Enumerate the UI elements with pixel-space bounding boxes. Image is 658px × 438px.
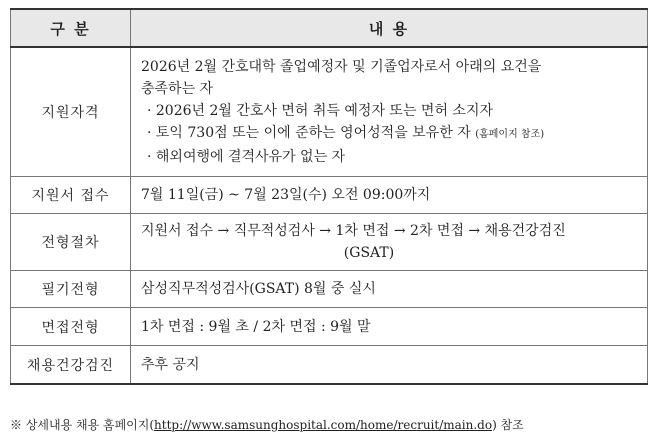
table-row-process (11, 214, 648, 271)
header-content: 내 용 (131, 9, 648, 47)
row-content-interview: 1차 면접 : 9월 초 / 2차 면접 : 9월 말 (131, 308, 648, 346)
row-content-written-test: 삼성직무적성검사(GSAT) 8월 중 실시 (131, 271, 648, 308)
row-content-qualification (131, 47, 648, 177)
row-label-process: 전형절차 (11, 214, 131, 271)
footnote-prefix: ※ 상세내용 채용 홈페이지( (10, 418, 155, 432)
recruitment-info-table (10, 8, 648, 385)
row-content-health-check: 추후 공지 (131, 346, 648, 385)
table-row-application (11, 177, 648, 214)
qualification-bullet-english-text: · 토익 730점 또는 이에 준하는 영어성적을 보유한 자 (147, 125, 471, 141)
table-row-health-check (11, 346, 648, 385)
qualification-bullet-english-note: (홈페이지 참조) (475, 129, 545, 140)
process-steps-line: 지원서 접수 → 직무적성검사 → 1차 면접 → 2차 면접 → 채용건강검진 (141, 223, 566, 239)
row-label-qualification: 지원자격 (11, 47, 131, 177)
table-row-qualification (11, 47, 648, 177)
table-header-row (11, 9, 648, 47)
row-content-process (131, 214, 648, 271)
qualification-intro-line2: 충족하는 자 (141, 81, 214, 97)
table-row-written-test (11, 271, 648, 308)
qualification-bullet-english (141, 122, 637, 146)
qualification-intro-line1: 2026년 2월 간호대학 졸업예정자 및 기졸업자로서 아래의 요건을 (141, 59, 542, 75)
table-row-interview (11, 308, 648, 346)
row-label-health-check: 채용건강검진 (11, 346, 131, 385)
qualification-bullet-license: · 2026년 2월 간호사 면허 취득 예정자 또는 면허 소지자 (147, 103, 493, 119)
row-label-written-test: 필기전형 (11, 271, 131, 308)
process-gsat-note: (GSAT) (343, 245, 395, 261)
footnote-suffix: ) 참조 (492, 418, 524, 432)
header-category: 구 분 (11, 9, 131, 47)
recruit-homepage-link[interactable]: http://www.samsunghospital.com/home/recruit/main.do (154, 418, 493, 432)
qualification-bullet-travel: · 해외여행에 결격사유가 없는 자 (147, 149, 346, 165)
row-label-interview: 면접전형 (11, 308, 131, 346)
row-content-application: 7월 11일(금) ~ 7월 23일(수) 오전 09:00까지 (131, 177, 648, 214)
footnote (10, 416, 524, 433)
row-label-application: 지원서 접수 (11, 177, 131, 214)
